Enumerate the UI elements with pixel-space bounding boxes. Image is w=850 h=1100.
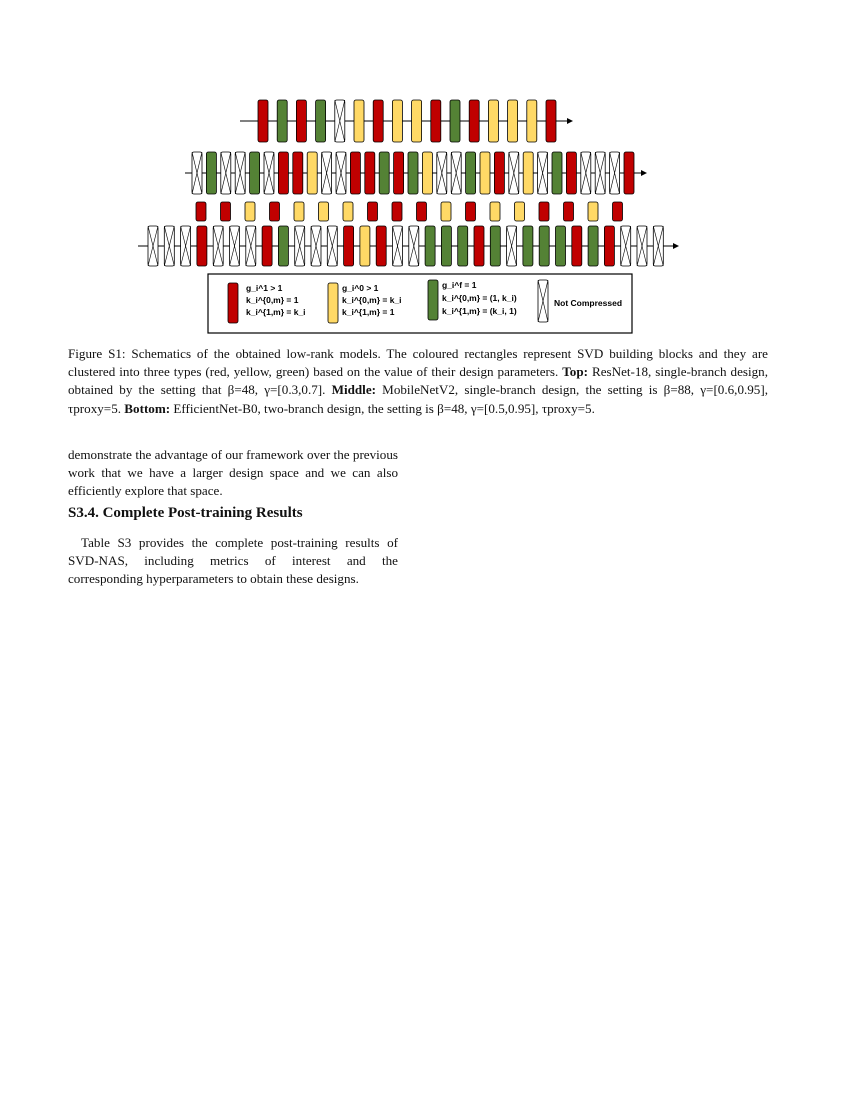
bottom-block-red: [604, 226, 614, 266]
svg-text:k_i^{0,m} = 1: [246, 295, 299, 305]
top-block-red: [431, 100, 441, 142]
bottom-block-green: [425, 226, 435, 266]
top-block-red: [258, 100, 268, 142]
svg-text:k_i^{1,m} = (k_i, 1): [442, 306, 517, 316]
top-block-red: [296, 100, 306, 142]
top-block-green: [450, 100, 460, 142]
figure-caption: [68, 345, 768, 418]
svg-text:g_i^0 > 1: [342, 283, 379, 293]
middle-block-red: [365, 152, 375, 194]
legend-yellow-line1: g_i^0 > 1: [342, 283, 379, 293]
bottom-block-red: [262, 226, 272, 266]
top-block-yellow: [354, 100, 364, 142]
top-block-red: [546, 100, 556, 142]
middle-row-mobilenetv2: [185, 152, 646, 194]
paragraph-post-training: Table S3 provides the complete post-training results of SVD-NAS, including metrics of interest and the corresponding hyperparameters to obtain these designs.: [68, 535, 398, 587]
bottom-upper-block-red: [270, 202, 280, 221]
bottom-upper-block-yellow: [441, 202, 451, 221]
middle-block-green: [408, 152, 418, 194]
bottom-upper-block-red: [466, 202, 476, 221]
bottom-block-red: [376, 226, 386, 266]
bottom-upper-branch-efficientnet: [196, 202, 623, 221]
top-block-yellow: [527, 100, 537, 142]
bottom-upper-block-yellow: [588, 202, 598, 221]
bottom-block-green: [490, 226, 500, 266]
legend-green-swatch: [428, 280, 438, 320]
bottom-block-green: [441, 226, 451, 266]
top-block-green: [316, 100, 326, 142]
bottom-upper-block-red: [196, 202, 206, 221]
middle-block-red: [494, 152, 504, 194]
top-block-yellow: [392, 100, 402, 142]
middle-block-red: [350, 152, 360, 194]
bottom-block-red: [197, 226, 207, 266]
bottom-upper-block-yellow: [515, 202, 525, 221]
legend-not-compressed-label: Not Compressed: [554, 298, 623, 308]
legend-green-line1: g_i^f = 1: [442, 280, 477, 290]
top-row-resnet18: [240, 100, 572, 142]
svg-text:g_i^f = 1: [442, 280, 477, 290]
legend-yellow-swatch: [328, 283, 338, 323]
caption-bottom-label: Bottom:: [124, 400, 171, 416]
bottom-block-red: [344, 226, 354, 266]
caption-text-1: Figure S1: Schematics of the obtained low-rank models. The coloured rectangles represent SVD building blocks and they are clustered into three types (red, yellow, green) based on the value of their design parameters.: [68, 346, 768, 380]
bottom-upper-block-yellow: [343, 202, 353, 221]
bottom-block-green: [523, 226, 533, 266]
bottom-block-green: [458, 226, 468, 266]
middle-block-green: [466, 152, 476, 194]
caption-text-3: MobileNetV2, single-branch design, the setting is β=88, γ=[0.6,0.95], τproxy=5.: [68, 382, 768, 416]
bottom-block-red: [474, 226, 484, 266]
bottom-block-red: [572, 226, 582, 266]
middle-block-red: [566, 152, 576, 194]
top-block-yellow: [488, 100, 498, 142]
bottom-upper-block-yellow: [490, 202, 500, 221]
svg-text:k_i^{0,m} = (1, k_i): [442, 293, 517, 303]
middle-block-green: [552, 152, 562, 194]
svg-text:Not Compressed: [554, 298, 622, 308]
legend: [208, 274, 632, 333]
top-block-yellow: [508, 100, 518, 142]
top-block-red: [373, 100, 383, 142]
legend-red-line2: k_i^{0,m} = 1: [246, 295, 299, 305]
caption-middle-label: Middle:: [331, 382, 376, 398]
top-block-green: [277, 100, 287, 142]
middle-block-green: [250, 152, 260, 194]
bottom-upper-block-yellow: [294, 202, 304, 221]
legend-red-line1: g_i^1 > 1: [246, 283, 283, 293]
bottom-upper-block-red: [221, 202, 231, 221]
legend-yellow-line3: k_i^{1,m} = 1: [342, 307, 395, 317]
caption-text-4: EfficientNet-B0, two-branch design, the setting is β=48, γ=[0.5,0.95], τproxy=5.: [170, 400, 595, 416]
bottom-upper-block-red: [417, 202, 427, 221]
bottom-upper-block-red: [539, 202, 549, 221]
svg-text:k_i^{1,m} = 1: [342, 307, 395, 317]
caption-top-label: Top:: [562, 364, 588, 380]
legend-green-line3: k_i^{1,m} = (k_i, 1): [442, 306, 517, 316]
bottom-block-yellow: [360, 226, 370, 266]
bottom-upper-block-red: [613, 202, 623, 221]
bottom-block-green: [588, 226, 598, 266]
middle-block-red: [278, 152, 288, 194]
paragraph-continuation: demonstrate the advantage of our framework over the previous work that we have a larger design space and we can also efficiently explore that space.: [68, 447, 398, 499]
top-block-yellow: [412, 100, 422, 142]
legend-yellow-line2: k_i^{0,m} = k_i: [342, 295, 402, 305]
middle-block-red: [624, 152, 634, 194]
middle-block-green: [206, 152, 216, 194]
middle-block-yellow: [422, 152, 432, 194]
bottom-upper-block-yellow: [319, 202, 329, 221]
bottom-upper-block-red: [392, 202, 402, 221]
middle-block-red: [293, 152, 303, 194]
bottom-block-green: [539, 226, 549, 266]
svg-text:k_i^{0,m} = k_i: [342, 295, 402, 305]
top-block-red: [469, 100, 479, 142]
middle-block-yellow: [523, 152, 533, 194]
legend-not-compressed-swatch: [538, 280, 548, 322]
bottom-block-green: [556, 226, 566, 266]
legend-red-line3: k_i^{1,m} = k_i: [246, 307, 306, 317]
svg-text:k_i^{1,m} = k_i: [246, 307, 306, 317]
middle-block-green: [379, 152, 389, 194]
bottom-upper-block-yellow: [245, 202, 255, 221]
legend-red-swatch: [228, 283, 238, 323]
middle-block-yellow: [307, 152, 317, 194]
caption-text-2: ResNet-18, single-branch design, obtained by the setting that β=48, γ=[0.3,0.7].: [68, 364, 768, 398]
schematic-figure: [0, 90, 850, 340]
section-heading: S3.4. Complete Post-training Results: [68, 505, 303, 521]
bottom-block-green: [278, 226, 288, 266]
bottom-upper-block-red: [368, 202, 378, 221]
middle-block-yellow: [480, 152, 490, 194]
svg-text:g_i^1 > 1: [246, 283, 283, 293]
bottom-upper-block-red: [564, 202, 574, 221]
middle-block-red: [394, 152, 404, 194]
bottom-row-efficientnet-b0: [138, 226, 678, 266]
legend-green-line2: k_i^{0,m} = (1, k_i): [442, 293, 517, 303]
